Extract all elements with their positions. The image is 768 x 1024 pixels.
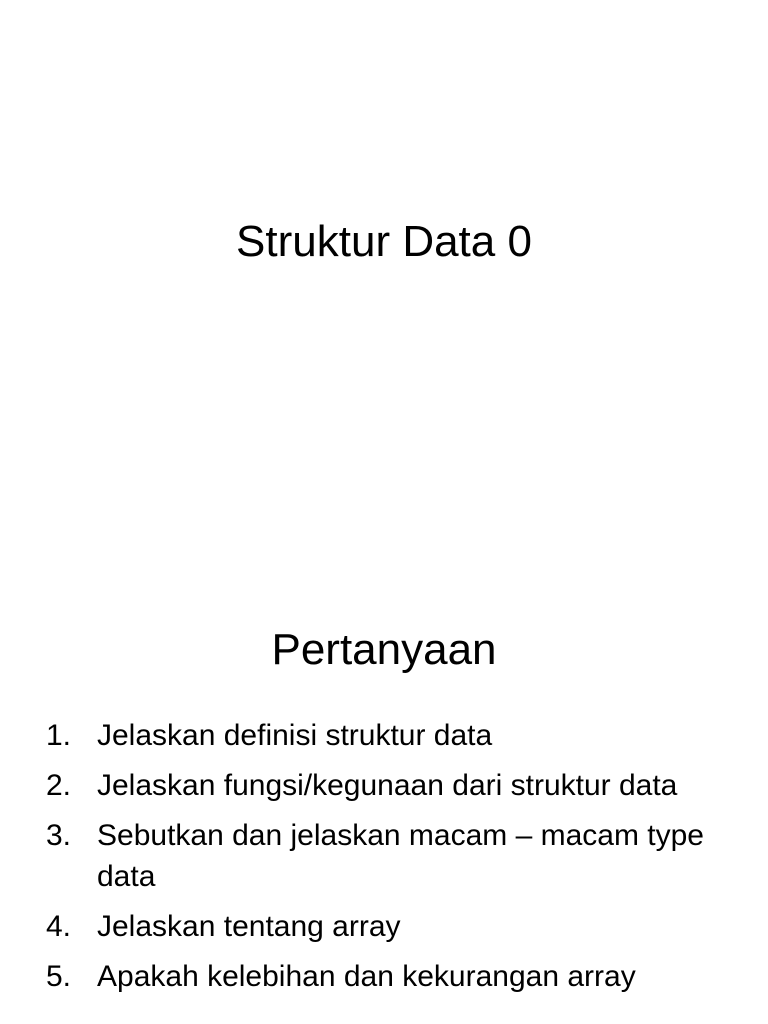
question-number: 3. xyxy=(46,819,72,852)
question-item xyxy=(0,956,768,997)
question-text: Apakah kelebihan dan kekurangan array xyxy=(97,960,636,993)
question-item xyxy=(0,906,768,947)
question-text: Sebutkan dan jelaskan macam – macam type data xyxy=(97,819,704,893)
question-number: 4. xyxy=(46,910,72,943)
questions-slide xyxy=(0,576,768,1024)
question-text: Jelaskan fungsi/kegunaan dari struktur data xyxy=(97,769,678,802)
question-text: Jelaskan tentang array xyxy=(97,910,401,943)
question-item xyxy=(0,765,768,806)
slide-heading: Pertanyaan xyxy=(271,625,497,674)
question-number: 5. xyxy=(46,960,72,993)
question-number: 2. xyxy=(46,769,72,802)
question-item xyxy=(0,815,768,897)
slide-title: Struktur Data 0 xyxy=(236,217,532,266)
question-item xyxy=(0,715,768,756)
question-list xyxy=(0,715,768,1006)
question-number: 1. xyxy=(46,719,72,752)
question-text: Jelaskan definisi struktur data xyxy=(97,719,493,752)
